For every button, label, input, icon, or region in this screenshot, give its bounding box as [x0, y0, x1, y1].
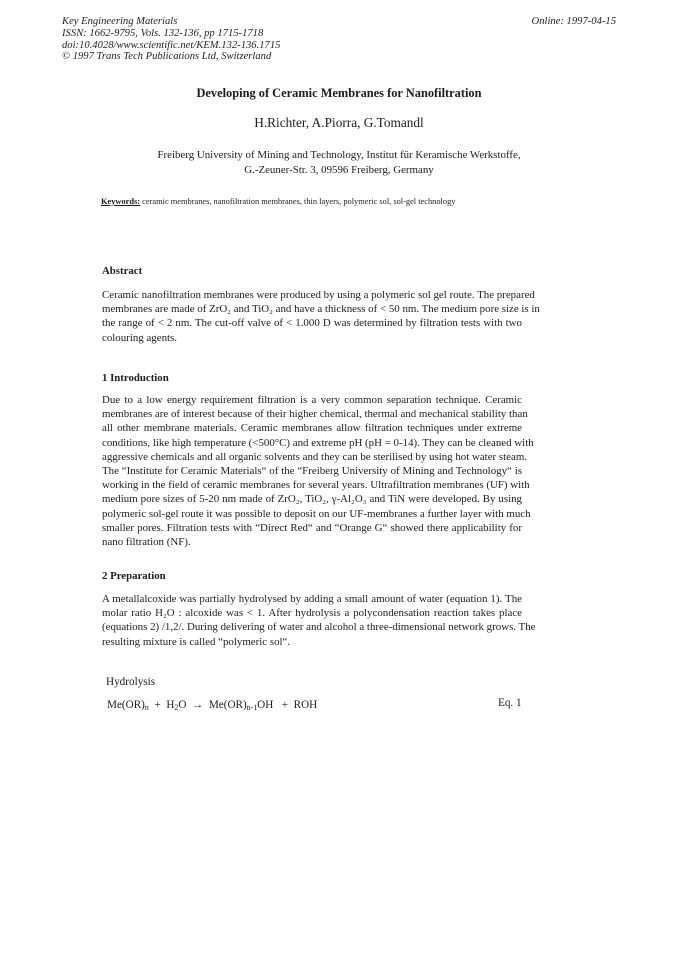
text-line: all other membrane materials. Ceramic membranes allow filtration techniques under extreme [102, 422, 522, 435]
keywords-label: Keywords: [101, 197, 141, 206]
text-line: Due to a low energy requirement filtration is a very common separation technique. Ceramic [102, 394, 522, 406]
text-line: nano filtration (NF). [102, 536, 191, 549]
issn-line: ISSN: 1662-9795, Vols. 132-136, pp 1715-1718 [62, 27, 264, 39]
hydrolysis-equation [107, 699, 317, 711]
abstract-body [102, 288, 540, 345]
equation-number: Eq. 1 [498, 697, 522, 709]
text-line: Ceramic nanofiltration membranes were produced by using a polymeric sol gel route. The prepared [102, 289, 535, 301]
text-line: membranes are made of ZrO₂ and TiO₂ and have a thickness of < 50 nm. The medium pore size is in [102, 303, 540, 316]
text-line: membranes are of interest because of their higher chemical, thermal and mechanical stability than [102, 408, 528, 421]
text-line: conditions, like high temperature (<500°C) and extreme pH (pH = 0-14). They can be cleaned with [102, 436, 534, 449]
eq-plus: + [281, 699, 289, 711]
keywords-text: ceramic membranes, nanofiltration membranes, thin layers, polymeric sol, sol-gel technology [142, 197, 456, 206]
copyright-line: © 1997 Trans Tech Publications Ltd, Switzerland [62, 51, 272, 63]
affiliation [0, 148, 678, 178]
hydrolysis-label: Hydrolysis [106, 676, 156, 688]
journal-name: Key Engineering Materials [62, 16, 178, 27]
eq-reactant-tail: O [178, 699, 187, 711]
eq-product: Me(OR) [208, 699, 247, 711]
eq-subscript: 2 [174, 703, 179, 712]
text-line: medium pore sizes of 5-20 nm made of ZrO₂, TiO₂, γ-Al₂O₃ and TiN were developed. By using [102, 493, 522, 506]
eq-arrow: → [192, 699, 204, 711]
introduction-body [102, 393, 534, 549]
text-line: colouring agents. [102, 331, 178, 344]
affiliation-line: Freiberg University of Mining and Technology, Institut für Keramische Werkstoffe, [157, 149, 521, 161]
text-line: working in the field of ceramic membranes for several years. Ultrafiltration membranes (UF) with [102, 479, 530, 492]
keywords [101, 197, 455, 206]
eq-reactant: H [166, 699, 175, 711]
eq-product: ROH [293, 699, 318, 711]
preparation-heading: 2 Preparation [102, 570, 166, 582]
preparation-body [102, 592, 536, 649]
authors: H.Richter, A.Piorra, G.Tomandl [254, 115, 424, 130]
text-line: smaller pores. Filtration tests with “Direct Red“ and “Orange G“ showed there applicability for [102, 521, 522, 534]
paper-title: Developing of Ceramic Membranes for Nanofiltration [196, 86, 482, 100]
journal-header [62, 16, 280, 63]
text-line: polymeric sol-gel route it was possible to deposit on our UF-membranes a further layer with much [102, 507, 531, 520]
affiliation-line: G.-Zeuner-Str. 3, 09596 Freiberg, Germany [244, 164, 434, 176]
eq-plus: + [154, 699, 161, 711]
eq-subscript: n [144, 703, 149, 712]
text-line: resulting mixture is called “polymeric sol“. [102, 635, 291, 648]
text-line: (equations 2) /1,2/. During delivering of water and alcohol a three-dimensional network grows. The [102, 621, 536, 634]
text-line: A metallalcoxide was partially hydrolysed by adding a small amount of water (equation 1). The [102, 593, 522, 605]
online-date: Online: 1997-04-15 [531, 16, 616, 27]
eq-product-tail: OH [257, 699, 274, 711]
text-line: The “Institute for Ceramic Materials“ of the “Freiberg University of Mining and Technology“ is [102, 465, 522, 478]
abstract-heading: Abstract [102, 265, 143, 277]
eq-subscript: n-1 [246, 703, 258, 712]
text-line: molar ratio H₂O : alcoxide was < 1. After hydrolysis a polycondensation reaction takes place [102, 607, 522, 620]
introduction-heading: 1 Introduction [102, 372, 169, 384]
doi-line: doi:10.4028/www.scientific.net/KEM.132-136.1715 [62, 39, 281, 51]
text-line: aggressive chemicals and all organic solvents and they can be sterilised by using hot water steam. [102, 450, 528, 463]
text-line: the range of < 2 nm. The cut-off valve of < 1.000 D was determined by filtration tests with two [102, 317, 522, 330]
eq-reactant: Me(OR) [107, 699, 145, 711]
